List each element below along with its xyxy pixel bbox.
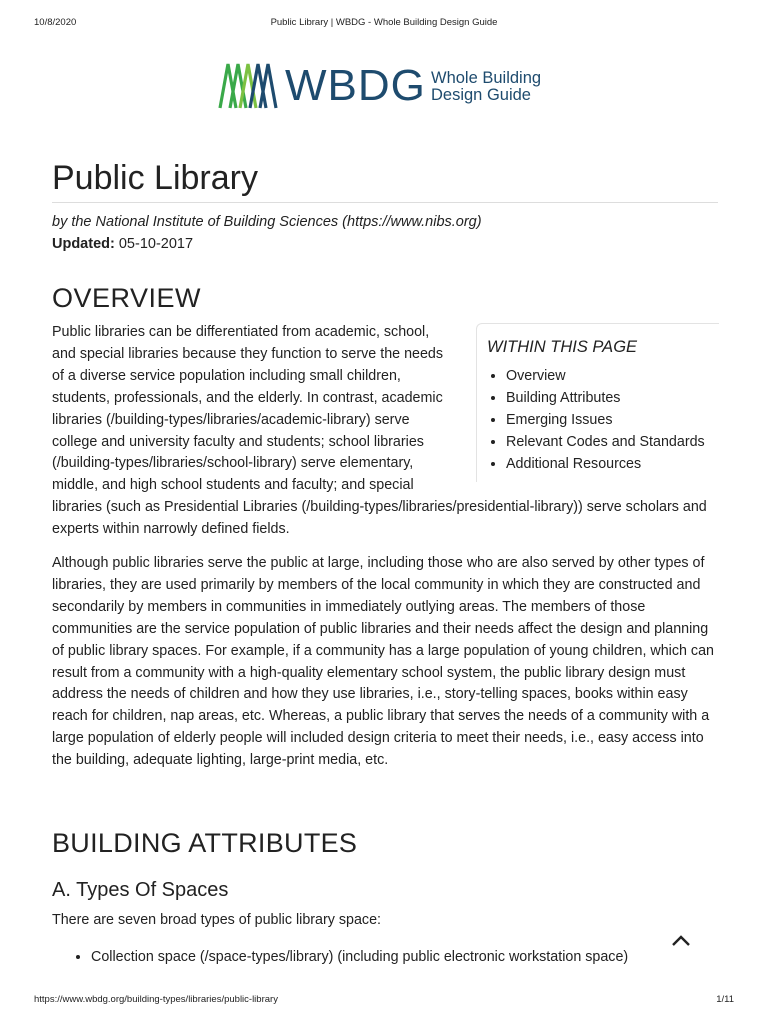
list-item: • Collection space (/space-types/library) (including public electronic workstation space) [91,946,628,968]
building-attributes-heading: BUILDING ATTRIBUTES [52,828,358,858]
logo-tagline-line1: Whole Building [431,69,542,87]
print-page-title: Public Library | WBDG - Whole Building Design Guide [270,17,498,28]
page-number: 1/11 [716,994,734,1005]
updated-date [52,234,193,254]
print-header [0,17,768,31]
types-of-spaces-intro: There are seven broad types of public library space: [52,912,382,928]
print-date: 10/8/2020 [34,17,77,28]
logo-tagline [431,70,541,104]
scroll-to-top-button[interactable] [670,932,692,950]
types-of-spaces-heading: A. Types Of Spaces [52,879,229,901]
toc-item-relevant-codes[interactable]: • Relevant Codes and Standards [506,432,705,454]
within-this-page-box [476,323,719,482]
spaces-list [52,946,628,968]
title-divider [52,202,718,203]
print-footer [0,994,768,1008]
print-url: https://www.wbdg.org/building-types/libraries/public-library [34,994,278,1005]
wbdg-logo[interactable] [218,60,558,112]
byline: by the National Institute of Building Sciences (https://www.nibs.org) [52,214,482,230]
logo-tagline-line2: Design Guide [431,86,531,104]
logo-wordmark: WBDG [285,61,426,110]
page-title: Public Library [52,159,258,197]
overview-heading: OVERVIEW [52,283,202,313]
updated-label: Updated: [52,236,115,252]
chevron-up-icon [670,932,692,950]
toc-item-additional-resources[interactable]: • Additional Resources [506,454,705,476]
toc-item-overview[interactable]: • Overview [506,366,705,388]
wbdg-logo-mark-icon [218,60,280,110]
updated-value: 05-10-2017 [114,236,194,252]
overview-paragraph-1-text: Public libraries can be differentiated from academic, school, and special libraries because they function to serve the needs of a diverse service population including small children, students, professionals, and the elderly. In contrast, academic libraries (/building-types/libraries/academic-library) serve college and university faculty and students; school libraries (/building-types/libraries/school-library) serve elementary, middle, and high school students and faculty; and special libraries (such as Presidential Libraries (/building-types/libraries/presidential-library)) serve scholars and experts within narrowly defined fields. [52,324,707,538]
toc-list [487,366,705,476]
toc-title: WITHIN THIS PAGE [487,338,638,356]
toc-item-emerging-issues[interactable]: • Emerging Issues [506,410,705,432]
overview-paragraph-2: Although public libraries serve the public at large, including those who are also served by other types of libraries, they are used primarily by members of the local community in which they are constructed and secondarily by members in communities in immediately outlying areas. The members of those communities are the service population of public libraries and their needs affect the design and planning of public library spaces. For example, if a community has a large population of young children, which can result from a community with a high-quality elementary school system, the public library design must address the needs of children and how they use libraries, i.e., story-telling spaces, books within easy reach for children, nap areas, etc. Whereas, a public library that serves the needs of a community with a large population of elderly people will included design criteria to meet their needs, i.e., easy access into the building, adequate lighting, large-print media, etc. [52,555,714,769]
toc-item-building-attributes[interactable]: • Building Attributes [506,388,705,410]
